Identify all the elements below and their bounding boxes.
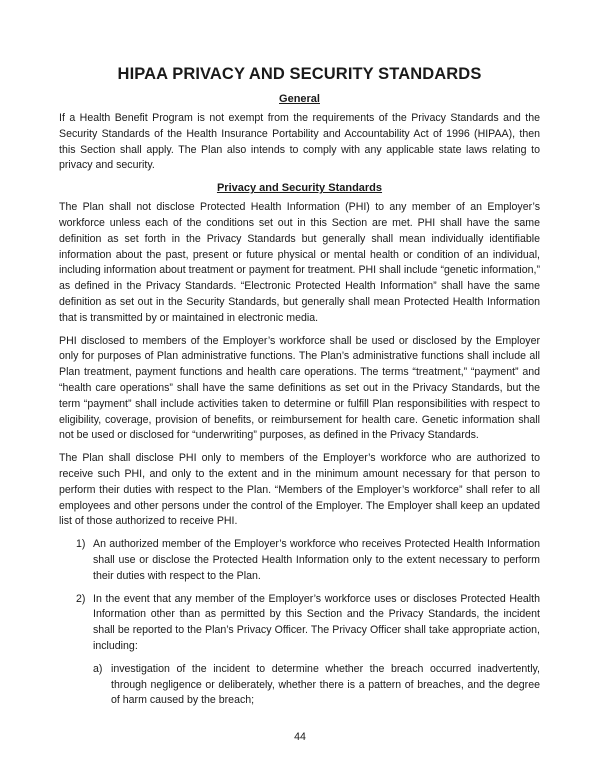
section-heading-privacy-security: Privacy and Security Standards xyxy=(216,182,383,195)
privacy-paragraph-2: PHI disclosed to members of the Employer’s workforce shall be used or disclosed by the Employer only for purposes of Plan administrative functions. The Plan’s administrative functions shall include all Plan treatment, payment functions and health care operations. The terms “treatment,” “payment” and “health care operations” shall have the same definitions as set out in the Privacy Standards, but the term “payment” shall include activities taken to determine or fulfill Plan responsibilities with respect to eligibility, coverage, provision of benefits, or reimbursement for health care. Genetic information shall not be used or disclosed for “underwriting” purposes, as defined in the Privacy Standards. xyxy=(59,334,540,442)
lettered-sublist xyxy=(93,662,540,709)
document-page xyxy=(59,64,540,716)
numbered-list xyxy=(59,537,540,709)
sublist-item-text: investigation of the incident to determine whether the breach occurred inadvertently, through negligence or deliberately, whether there is a pattern of breaches, and the degree of harm caused by the breach; xyxy=(111,662,540,707)
list-item xyxy=(59,592,540,710)
list-item-marker: 1) xyxy=(76,538,86,551)
general-paragraph-1: If a Health Benefit Program is not exempt from the requirements of the Privacy Standards and the Security Standards of the Health Insurance Portability and Accountability Act of 1996 (HIPAA), then this Section shall apply. The Plan also intends to comply with any applicable state laws relating to privacy and security. xyxy=(59,112,540,172)
sublist-item xyxy=(93,662,540,709)
list-item-text: An authorized member of the Employer’s workforce who receives Protected Health Information shall use or disclose the Protected Health Information only to the extent necessary to perform their duties with respect to the Plan. xyxy=(93,538,540,582)
section-heading-general: General xyxy=(279,93,320,105)
page-number: 44 xyxy=(294,731,306,743)
privacy-paragraph-1: The Plan shall not disclose Protected Health Information (PHI) to any member of an Employer’s workforce unless each of the conditions set out in this Section are met. PHI shall have the same definition as set forth in the Privacy Standards but generally shall mean individually identifiable information about the past, present or future physical or mental health or condition of an individual, including information about treatment or payment for treatment. PHI shall include “genetic information,” as defined in the Privacy Standards. “Electronic Protected Health Information” shall have the same definition as set out in the Security Standards, but generally shall mean Protected Health Information that is transmitted by or maintained in electronic media. xyxy=(59,201,540,324)
privacy-paragraph-3: The Plan shall disclose PHI only to members of the Employer’s workforce who are authorized to receive such PHI, and only to the extent and in the minimum amount necessary for that person to perform their duties with respect to the Plan. “Members of the Employer’s workforce” shall refer to all employees and other persons under the control of the Employer. The Employer shall keep an updated list of those authorized to receive PHI. xyxy=(59,452,540,528)
list-item-text: In the event that any member of the Employer’s workforce uses or discloses Protected Health Information other than as permitted by this Section and the Privacy Standards, the incident shall be reported to the Plan’s Privacy Officer. The Privacy Officer shall take appropriate action, including: xyxy=(93,592,540,652)
list-item-marker: 2) xyxy=(76,592,86,605)
sublist-item-marker: a) xyxy=(93,662,103,675)
document-title: HIPAA PRIVACY AND SECURITY STANDARDS xyxy=(117,65,482,83)
list-item xyxy=(59,537,540,584)
